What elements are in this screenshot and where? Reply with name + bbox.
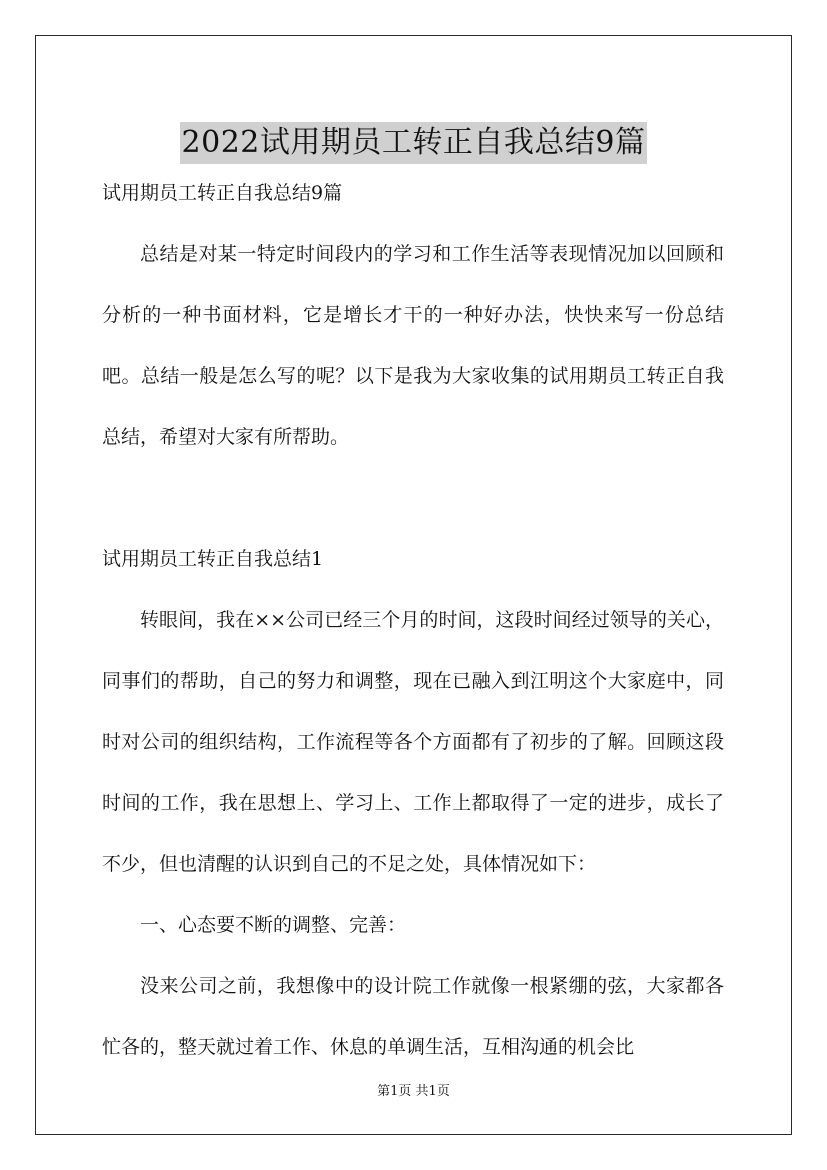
document-body xyxy=(102,163,724,1078)
blank-line xyxy=(102,468,724,529)
document-title: 2022试用期员工转正自我总结9篇 xyxy=(180,122,648,164)
body-paragraph-2: 没来公司之前，我想像中的设计院工作就像一根紧绷的弦，大家都各忙各的，整天就过着工作、休息的单调生活，互相沟通的机会比 xyxy=(102,975,724,1058)
body-paragraph-1: 转眼间，我在××公司已经三个月的时间，这段时间经过领导的关心，同事们的帮助，自己的努力和调整，现在已融入到江明这个大家庭中，同时对公司的组织结构，工作流程等各个方面都有了初步的了解。回顾这段时间的工作，我在思想上、学习上、工作上都取得了一定的进步，成长了不少，但也清醒的认识到自己的不足之处，具体情况如下： xyxy=(102,609,724,875)
document-subtitle: 试用期员工转正自我总结9篇 xyxy=(102,182,343,204)
point-heading: 一、心态要不断的调整、完善： xyxy=(140,914,407,936)
section-heading: 试用期员工转正自我总结1 xyxy=(102,548,324,570)
page-footer: 第1页 共1页 xyxy=(377,1084,450,1099)
intro-paragraph: 总结是对某一特定时间段内的学习和工作生活等表现情况加以回顾和分析的一种书面材料，它是增长才干的一种好办法，快快来写一份总结吧。总结一般是怎么写的呢？以下是我为大家收集的试用期员工转正自我总结，希望对大家有所帮助。 xyxy=(102,243,724,448)
